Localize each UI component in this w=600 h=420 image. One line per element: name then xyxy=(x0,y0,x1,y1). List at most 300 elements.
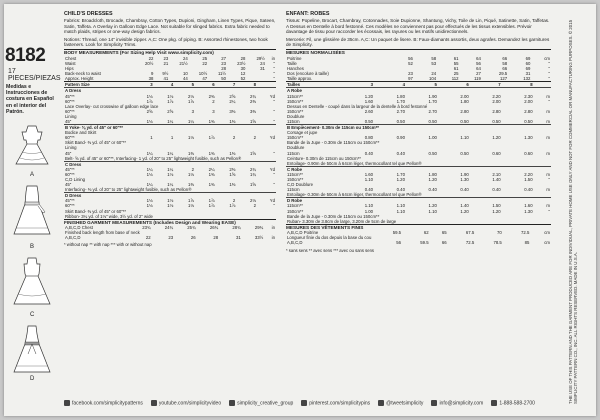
en-yard-cell: 1⅜ xyxy=(229,118,236,124)
en-yard-cell: 1⅞ xyxy=(208,198,215,204)
en-yard-cell: 1⅛ xyxy=(146,118,153,124)
fr-yard-cell: 2.30 xyxy=(524,93,533,99)
en-body-cell: " xyxy=(273,60,275,66)
fr-yard-cell: m xyxy=(546,118,550,124)
en-yard-cell: 2 xyxy=(212,98,215,104)
en-fin-cell: in xyxy=(271,235,275,241)
en-yard-row-label: Lining xyxy=(65,113,77,119)
en-body-cell: 41 xyxy=(163,76,169,82)
en-yard-row-label: Skirt Band- ⅜ yd. of 45" or 60"** xyxy=(65,140,127,146)
fr-yard-row-label: 150cm** xyxy=(287,177,304,182)
en-yard-cell: Yd xyxy=(269,198,275,204)
sketch-view-b xyxy=(8,182,56,242)
en-body-cell: 25 xyxy=(202,55,208,61)
fr-yard-cell: 1.90 xyxy=(460,171,469,177)
en-yard-cell: 1⅜ xyxy=(187,182,194,188)
en-body-cell: 9½ xyxy=(162,71,169,77)
fr-yard-cell: 1.10 xyxy=(460,135,469,141)
fr-body-cell: 112 xyxy=(451,76,459,82)
fr-fin-cell: 59.5 xyxy=(392,230,402,236)
en-size: 8 xyxy=(236,82,257,88)
en-yard-cell: " xyxy=(273,98,275,104)
fr-body-cell: 53 xyxy=(431,60,437,66)
fr-body-cell: 69 xyxy=(525,66,531,72)
fr-yard-row-label: 150cm** xyxy=(287,208,304,214)
fr-yard-cell: 2.80 xyxy=(492,108,501,114)
en-yard-cell: 1⅜ xyxy=(187,150,194,156)
fr-body-row-label: Poitrine xyxy=(287,55,302,61)
en-yard-cell: 1⅜ xyxy=(229,182,236,188)
en-yard-row-label: 45"** xyxy=(65,198,75,204)
phone-icon xyxy=(491,400,497,406)
en-size: 5 xyxy=(174,82,195,88)
fr-yard-cell: 0.40 xyxy=(364,150,374,156)
french-measurements-table xyxy=(286,56,551,81)
en-size: 4 xyxy=(154,82,175,88)
en-yard-cell: 2¾ xyxy=(249,166,256,172)
fr-yard-cell: 1.80 xyxy=(396,93,405,99)
fr-fin-row xyxy=(286,240,551,245)
fr-body-cell: 27 xyxy=(476,71,481,77)
en-yard-cell: 2⅜ xyxy=(249,98,256,104)
en-yard-row-label: D Dress xyxy=(64,193,276,199)
en-body-cell: 23 xyxy=(221,60,226,66)
en-body-cell: " xyxy=(273,66,275,72)
en-fin-cell: 26¾ xyxy=(209,225,219,231)
en-body-row-label: Waist xyxy=(65,60,76,66)
en-yard-cell: 2⅛ xyxy=(249,198,256,204)
fr-body-cell: 119 xyxy=(474,76,481,82)
fr-yard-cell: 0.40 xyxy=(492,187,501,193)
fr-yard-cell: 0.50 xyxy=(396,118,405,124)
en-yard-cell: 2⅜ xyxy=(208,93,215,99)
en-fin-cell: 23 xyxy=(168,235,174,241)
fr-yard-row-label: 150cm** xyxy=(287,135,304,141)
en-body-cell: 23½ xyxy=(237,60,246,66)
english-title: CHILD'S DRESSES xyxy=(64,11,113,17)
en-yard-cell: 1⅞ xyxy=(167,98,174,104)
en-yard-cell: 1¼ xyxy=(167,150,174,156)
en-yard-row-label: C Dress xyxy=(64,161,276,167)
fr-body-row-label: Dos (encolure à taille) xyxy=(287,71,329,77)
fr-yard-cell: 0.50 xyxy=(364,118,374,124)
fr-yard-row-label: C Robe xyxy=(286,166,551,172)
footer-item[interactable] xyxy=(491,400,535,406)
en-body-cell: 47 xyxy=(202,76,208,82)
facebook-icon xyxy=(64,400,70,406)
fr-body-cell: 29.5 xyxy=(498,71,508,77)
french-title: ENFANT: ROBES xyxy=(286,11,330,17)
en-yard-cell: 1⅞ xyxy=(187,98,194,104)
fr-size: 6 xyxy=(438,82,470,88)
en-yard-cell: 1¾ xyxy=(249,171,256,177)
en-yard-cell: 3 xyxy=(191,108,194,114)
en-body-cell: 21 xyxy=(163,60,169,66)
en-yard-cell: 1⅛ xyxy=(146,171,153,177)
french-tissus: Tissus: Popeline, Brocart, Chambray, Cotonnades, Soie Dupionne, Shantung, Vichy, Toile de Lin, Piqué, Satinette, Satin, Taffetas. A Dessus en Dentelle à bord festonné. Ces modèles ne conviennent pas pour effectués de les tissus extensibles. Prévoir davantage de tissu pour raccorder les écossais, les rayures ou les motifs unidirectionnels. xyxy=(286,18,550,35)
fr-yard-row-label: 115cm xyxy=(287,150,300,156)
en-yard-row-label: 45"** xyxy=(65,166,75,172)
fr-yard-row-label: Entoilage- 0.90m de 50cm à 64cm léger, thermocollant tel que Pellon® xyxy=(287,160,422,166)
youtube-icon xyxy=(151,400,157,406)
footer-item[interactable] xyxy=(378,400,423,406)
fr-fin-row-label: A,B,C,D xyxy=(287,240,303,246)
french-finished-heading: MESURES DES VÊTEMENTS FINIS xyxy=(286,224,551,230)
fr-yard-cell: 0.60 xyxy=(492,150,501,156)
en-yard-row-label: Interfacing- ⅜ yd. of 20" to 25" lightweight fusible, such as Pellon® xyxy=(65,187,192,193)
email-icon xyxy=(431,400,437,406)
fr-yard-cell: 1.10 xyxy=(364,203,374,209)
fr-yard-cell: 2.20 xyxy=(492,93,501,99)
en-yard-row-label: 45" xyxy=(65,182,72,188)
en-yard-cell: 1⅜ xyxy=(229,150,236,156)
sketch-view-a xyxy=(8,122,56,170)
en-yard-row-label: 60"** xyxy=(65,135,75,141)
fr-body-cell: " xyxy=(548,66,550,72)
fr-yard-cell: 1.20 xyxy=(428,203,437,209)
fr-body-cell: 104 xyxy=(428,76,437,82)
fr-body-cell: 64 xyxy=(476,66,481,72)
en-yard-row-label: C,D Lining xyxy=(65,177,86,182)
footer-item-text: @tweetsimplicity xyxy=(386,400,424,407)
english-fabrics: Fabrics: Broadcloth, Brocade, Chambray, Cotton Types, Dupioni, Gingham, Linen Types, Pique, Sateen, Satin, Taffeta. A Overlay in Galloon Edge Lace. Not suitable for slinged fabrics. Extra fabric needed to match plaids, stripes or one-way design fabrics. xyxy=(64,18,276,35)
en-yard-cell: 1⅞ xyxy=(208,135,215,141)
en-yard-cell: 1¼ xyxy=(146,166,153,172)
fr-size: 3 xyxy=(342,82,374,88)
en-yard-cell: 1¼ xyxy=(146,182,153,188)
fr-yard-cell: 0.40 xyxy=(396,187,405,193)
fr-body-cell: 97 xyxy=(408,76,413,82)
en-yard-row-label: 45" xyxy=(65,150,72,156)
en-fin-cell: 28 xyxy=(213,235,219,241)
en-body-cell: 12 xyxy=(240,71,246,77)
footer-item[interactable] xyxy=(151,400,221,406)
fr-yard-cell: m xyxy=(546,187,550,193)
fr-yard-cell: 1.80 xyxy=(460,98,469,104)
en-yard-cell: 2¼ xyxy=(229,98,236,104)
fr-body-cell: 60 xyxy=(525,60,531,66)
en-fin-cell: in xyxy=(271,225,275,231)
en-yard-row-label: 60"** xyxy=(65,203,75,209)
fr-yard-cell: 2.20 xyxy=(524,171,533,177)
footer-item[interactable] xyxy=(64,400,143,406)
en-sizes-label: Pattern Size xyxy=(64,82,133,88)
fr-body-cell: 58 xyxy=(502,60,508,66)
en-body-cell: 10½ xyxy=(198,71,208,77)
en-yard-cell: 2 xyxy=(232,135,236,141)
fr-fin-cell: cm xyxy=(544,240,550,246)
fr-body-cell: 58 xyxy=(431,55,437,61)
fr-body-cell: 61 xyxy=(453,66,459,72)
fr-yard-row-label: Bande de la Jupe - 0.30m de 115cm ou 150cm** xyxy=(287,140,380,146)
fr-yard-cell: 1.70 xyxy=(396,98,405,104)
sketch-label-a: A xyxy=(30,172,35,178)
en-body-cell: 23 xyxy=(163,55,169,61)
fr-yard-row-label: 115cm** xyxy=(287,203,303,209)
en-yard-cell: 2 xyxy=(253,135,256,141)
fr-yard-cell: 0.40 xyxy=(364,187,374,193)
en-yard-row-label: 60"** xyxy=(65,98,75,104)
english-notions: Notions: Thread, one 14" invisible zipper. A,C: One pkg. of piping. B: Assorted rhinestones, two hook fasteners. Look for Simplicity Trims. xyxy=(64,36,268,48)
fr-yard-row-label: Bande de la Jupe - 0.30m de 115cm ou 150cm** xyxy=(287,213,380,219)
fr-yard-cell: 1.40 xyxy=(460,203,469,209)
en-yard-row-label: Belt- ⅝ yd. of 45" or 60"**, Interfacing- 1 yd. of 20" to 25" lightweight fusible, such as Pellon® xyxy=(65,155,242,161)
fr-size: 7 xyxy=(470,82,502,88)
fr-fin-cell: 66 xyxy=(441,240,447,246)
fr-fin-row-label: A,B,C,D Poitrine xyxy=(287,230,319,236)
footer-item-text: facebook.com/simplicitypatterns xyxy=(72,400,143,407)
en-yard-cell: " xyxy=(273,203,275,209)
en-body-cell: 22 xyxy=(202,60,208,66)
en-body-cell: 28 xyxy=(240,55,246,61)
french-finished-table xyxy=(286,230,551,245)
fr-yard-cell: 0.50 xyxy=(524,118,533,124)
fr-body-cell: 25 xyxy=(453,71,459,77)
en-yard-cell: 1⅛ xyxy=(187,171,194,177)
en-body-row-label: Approx. Height xyxy=(65,76,94,82)
en-yard-cell: 1⅜ xyxy=(208,182,215,188)
en-body-cell: 29½ xyxy=(256,55,265,61)
en-yard-cell: Yd xyxy=(269,135,275,141)
en-body-cell: in xyxy=(271,55,275,61)
en-fin-cell: 28¾ xyxy=(232,225,241,231)
twitter-icon xyxy=(378,400,384,406)
fr-yard-row-label: 150cm** xyxy=(287,108,304,114)
fr-yard-cell: 1.10 xyxy=(428,208,437,214)
en-body-cell: 52 xyxy=(240,76,246,82)
fr-yard-cell: 1.90 xyxy=(428,93,437,99)
english-body-measurements-table xyxy=(64,56,276,81)
en-yard-cell: 2⅛ xyxy=(187,93,194,99)
en-size: 7 xyxy=(216,82,237,88)
fr-yard-cell: 1.60 xyxy=(364,171,374,177)
footer-item[interactable] xyxy=(229,400,293,406)
en-yard-row-label: B Yoke- ⅜ yd. of 45" or 60"** xyxy=(64,125,276,131)
en-yard-cell: 1⅝ xyxy=(249,118,256,124)
fr-yard-cell: m xyxy=(546,203,550,209)
en-yard-cell: 1⅜ xyxy=(208,150,215,156)
fr-yard-cell: m xyxy=(546,171,550,177)
french-measurements-heading: MESURES NORMALISÉES xyxy=(286,49,551,55)
en-yard-cell: 1⅛ xyxy=(167,93,174,99)
fr-yard-cell: 1.20 xyxy=(396,177,405,182)
fr-body-cell: 52 xyxy=(408,60,413,66)
fr-yard-row-label: Doublure xyxy=(287,145,305,151)
fr-yard-cell: 2.80 xyxy=(524,108,533,114)
en-yard-cell: 1⅛ xyxy=(167,171,174,177)
en-yard-row-label: Bodice and Skirt xyxy=(65,130,97,136)
fr-size: 8 xyxy=(502,82,534,88)
en-yard-cell: 1 xyxy=(170,135,174,141)
en-body-cell: 21½ xyxy=(179,60,188,66)
fr-body-cell: 61 xyxy=(453,55,459,61)
en-yard-cell: 1⅛ xyxy=(187,135,194,141)
pattern-envelope-back xyxy=(4,4,596,416)
en-body-row-label: Back-neck to waist xyxy=(65,71,101,77)
fr-body-cell: 69 xyxy=(525,55,531,61)
fr-fin-cell: 65 xyxy=(441,230,447,236)
fr-yard-cell: 0.50 xyxy=(428,150,437,156)
en-body-cell: 20½ xyxy=(144,60,154,66)
english-column xyxy=(64,12,276,248)
fr-yard-cell: " xyxy=(548,98,550,104)
en-body-cell: 30 xyxy=(240,66,246,72)
fr-yard-cell: 0.60 xyxy=(524,150,533,156)
en-body-cell: " xyxy=(273,76,275,82)
fr-fin-cell: cm xyxy=(544,230,550,236)
fr-yard-cell: 1.20 xyxy=(460,208,469,214)
fr-yard-cell: m xyxy=(546,150,550,156)
fr-yard-cell: m xyxy=(546,108,550,114)
fr-yard-cell: 0.80 xyxy=(364,135,374,141)
en-yard-cell: 1⅛ xyxy=(187,203,194,209)
en-fin-row-label: Finished back length from base of neck xyxy=(65,230,140,236)
pieces-count: 17 PIECES/PIEZAS xyxy=(8,68,61,82)
fr-body-cell: " xyxy=(548,71,550,77)
en-yard-row-label: 60"** xyxy=(65,171,75,177)
english-nap-legend: * without nap ** with nap *** with or without nap xyxy=(64,242,152,248)
footer-item-text: pinterest.com/simplicitypins xyxy=(309,400,371,407)
english-finished-table xyxy=(64,225,276,240)
fr-yard-row-label: 150cm** xyxy=(287,98,304,104)
en-body-cell: 28 xyxy=(221,66,226,72)
fr-fin-cell: 85 xyxy=(524,240,530,246)
fr-yard-row-label: 115cm** xyxy=(287,171,303,177)
en-yard-cell: 3⅜ xyxy=(229,108,236,114)
en-body-cell: 22 xyxy=(148,55,154,61)
fr-yard-cell: " xyxy=(548,177,550,182)
en-fin-cell: 26 xyxy=(190,235,196,241)
en-body-cell: 24 xyxy=(182,55,188,61)
en-yard-cell: 1⅞ xyxy=(208,203,215,209)
spanish-note: Medidas e Instrucciones de costura en Español en el interior del Patrón. xyxy=(6,84,54,115)
en-yard-row-label: 45"** xyxy=(65,93,75,99)
en-yard-cell: " xyxy=(273,108,275,114)
fr-yard-cell: 0.90 xyxy=(396,135,405,141)
fr-yard-cell: 0.40 xyxy=(524,187,533,193)
fr-yard-cell: 1.10 xyxy=(396,203,405,209)
sketch-view-c xyxy=(8,254,56,312)
en-yard-cell: 1⅞ xyxy=(229,203,236,209)
footer-item[interactable] xyxy=(431,400,483,406)
en-fin-cell: 33½ xyxy=(254,235,264,241)
footer-item[interactable] xyxy=(301,400,370,406)
fr-body-row-label: Taille xyxy=(287,60,297,66)
en-yard-row-label: Ribbon- 3¼ yd. of 1⅛" wide, 3½ yd. of 2" wide xyxy=(65,213,153,219)
fr-yard-row-label: 115cm xyxy=(287,187,300,193)
en-body-cell: 9 xyxy=(150,71,154,77)
en-yard-cell: 1⅛ xyxy=(167,203,174,209)
fr-fin-cell: 78.5 xyxy=(493,240,502,246)
fr-yard-cell: m xyxy=(546,135,550,141)
fr-body-cell: 127 xyxy=(500,76,508,82)
fr-yard-cell: 1.20 xyxy=(364,93,374,99)
en-yard-cell: " xyxy=(273,171,275,177)
fr-body-cell: 31 xyxy=(525,71,531,77)
en-yard-cell: 2⅝ xyxy=(167,108,174,114)
en-yard-cell: 2⅜ xyxy=(229,166,236,172)
en-body-cell: 50 xyxy=(221,76,226,82)
fr-yard-cell: 1.40 xyxy=(492,177,501,182)
en-body-cell: 11½ xyxy=(217,71,226,77)
en-body-row-label: Chest xyxy=(65,55,77,61)
fr-yard-cell: 1.80 xyxy=(428,171,437,177)
en-yard-cell: 1⅝ xyxy=(249,150,256,156)
fr-yard-cell: 1.20 xyxy=(492,208,501,214)
en-yard-cell: 3 xyxy=(212,108,215,114)
fr-yard-cell: 1.00 xyxy=(364,208,374,214)
fr-yard-cell: 2.00 xyxy=(524,98,533,104)
english-body-measurements-heading: BODY MEASUREMENTS (For Sizing Help Visit www.simplicity.com) xyxy=(64,49,276,55)
footer-item-text: info@simplicity.com xyxy=(439,400,484,407)
fr-yard-cell: 2.70 xyxy=(428,108,437,114)
fr-yard-cell: 1.60 xyxy=(364,98,374,104)
en-yard-row-label: Lining xyxy=(65,145,77,151)
french-column xyxy=(286,12,551,253)
en-yard-cell: Yd xyxy=(269,93,275,99)
fr-body-cell: 56 xyxy=(476,60,481,66)
fr-yard-cell: 1.10 xyxy=(396,208,405,214)
fr-body-cell: 64 xyxy=(476,55,481,61)
en-yard-row-label: 60"** xyxy=(65,108,75,114)
fr-body-cell: 66 xyxy=(502,66,508,72)
en-size: 3 xyxy=(133,82,154,88)
en-yard-cell: 2 xyxy=(253,203,256,209)
instagram-icon xyxy=(229,400,235,406)
en-yard-row-label: A Dress xyxy=(64,88,276,94)
en-yard-cell: 1⅜ xyxy=(208,118,215,124)
fr-yard-row-label: Doublure xyxy=(287,113,305,119)
fr-yard-cell: 0.50 xyxy=(428,118,437,124)
en-yard-cell: 2¾ xyxy=(249,93,256,99)
fr-yard-cell: 2.60 xyxy=(364,108,374,114)
fr-yard-cell: m xyxy=(546,93,550,99)
en-yard-cell: 1¼ xyxy=(167,182,174,188)
copyright-vertical-text: THE USE OF THIS PATTERN AND THE GARMENT PRODUCED ARE FOR INDIVIDUAL, PRIVATE HOME USE ONLY AND NOT FOR COMMERCIAL OR MANUFACTURING PURPOSES. © 2015 SIMPLICITY PATTERN CO., INC. ALL RIGHTS RESERVED. MADE IN U.S.A. xyxy=(568,19,579,404)
en-yard-cell: 1 xyxy=(150,135,153,141)
en-body-cell: " xyxy=(273,71,275,77)
en-body-cell: 24 xyxy=(260,60,265,66)
en-fin-cell: 24¾ xyxy=(164,225,174,231)
en-yard-row-label: Lace Overlay- cut crosswise of galloon edge lace xyxy=(65,103,159,109)
en-body-row-label: Hips xyxy=(65,66,74,72)
en-yard-cell: 1⅛ xyxy=(167,198,174,204)
sketch-label-b: B xyxy=(30,244,35,250)
fr-body-cell: " xyxy=(548,76,550,82)
social-footer xyxy=(64,398,554,408)
fr-fin-cell: 59.5 xyxy=(420,240,429,246)
en-yard-cell: 2 xyxy=(232,198,236,204)
french-nap-legend: * sans sens ** avec sens *** avec ou sans sens xyxy=(286,247,374,253)
en-body-cell: 38 xyxy=(148,76,154,82)
fr-yard-cell: 1.70 xyxy=(428,98,437,104)
pattern-number: 8182 xyxy=(5,45,46,66)
fr-yard-cell: 1.50 xyxy=(492,203,501,209)
fr-body-cell: cm xyxy=(544,55,550,61)
en-yard-cell: 1⅛ xyxy=(146,198,153,204)
en-yard-cell: " xyxy=(273,182,275,188)
fr-yard-cell: 1.30 xyxy=(460,177,469,182)
en-fin-cell: 22 xyxy=(145,235,151,241)
pattern-info-column xyxy=(4,4,62,416)
fr-body-cell: 132 xyxy=(523,76,531,82)
fr-fin-cell: 67.5 xyxy=(465,230,475,236)
fr-yard-row-label: Ceinture- 0.30m de 115cm ou 150cm** xyxy=(287,155,361,161)
footer-item-text: youtube.com/simplicityvideo xyxy=(158,400,222,407)
fr-sizes-label: Tailles xyxy=(286,82,342,88)
en-yard-cell: 2⅝ xyxy=(146,108,153,114)
pinterest-icon xyxy=(301,400,307,406)
